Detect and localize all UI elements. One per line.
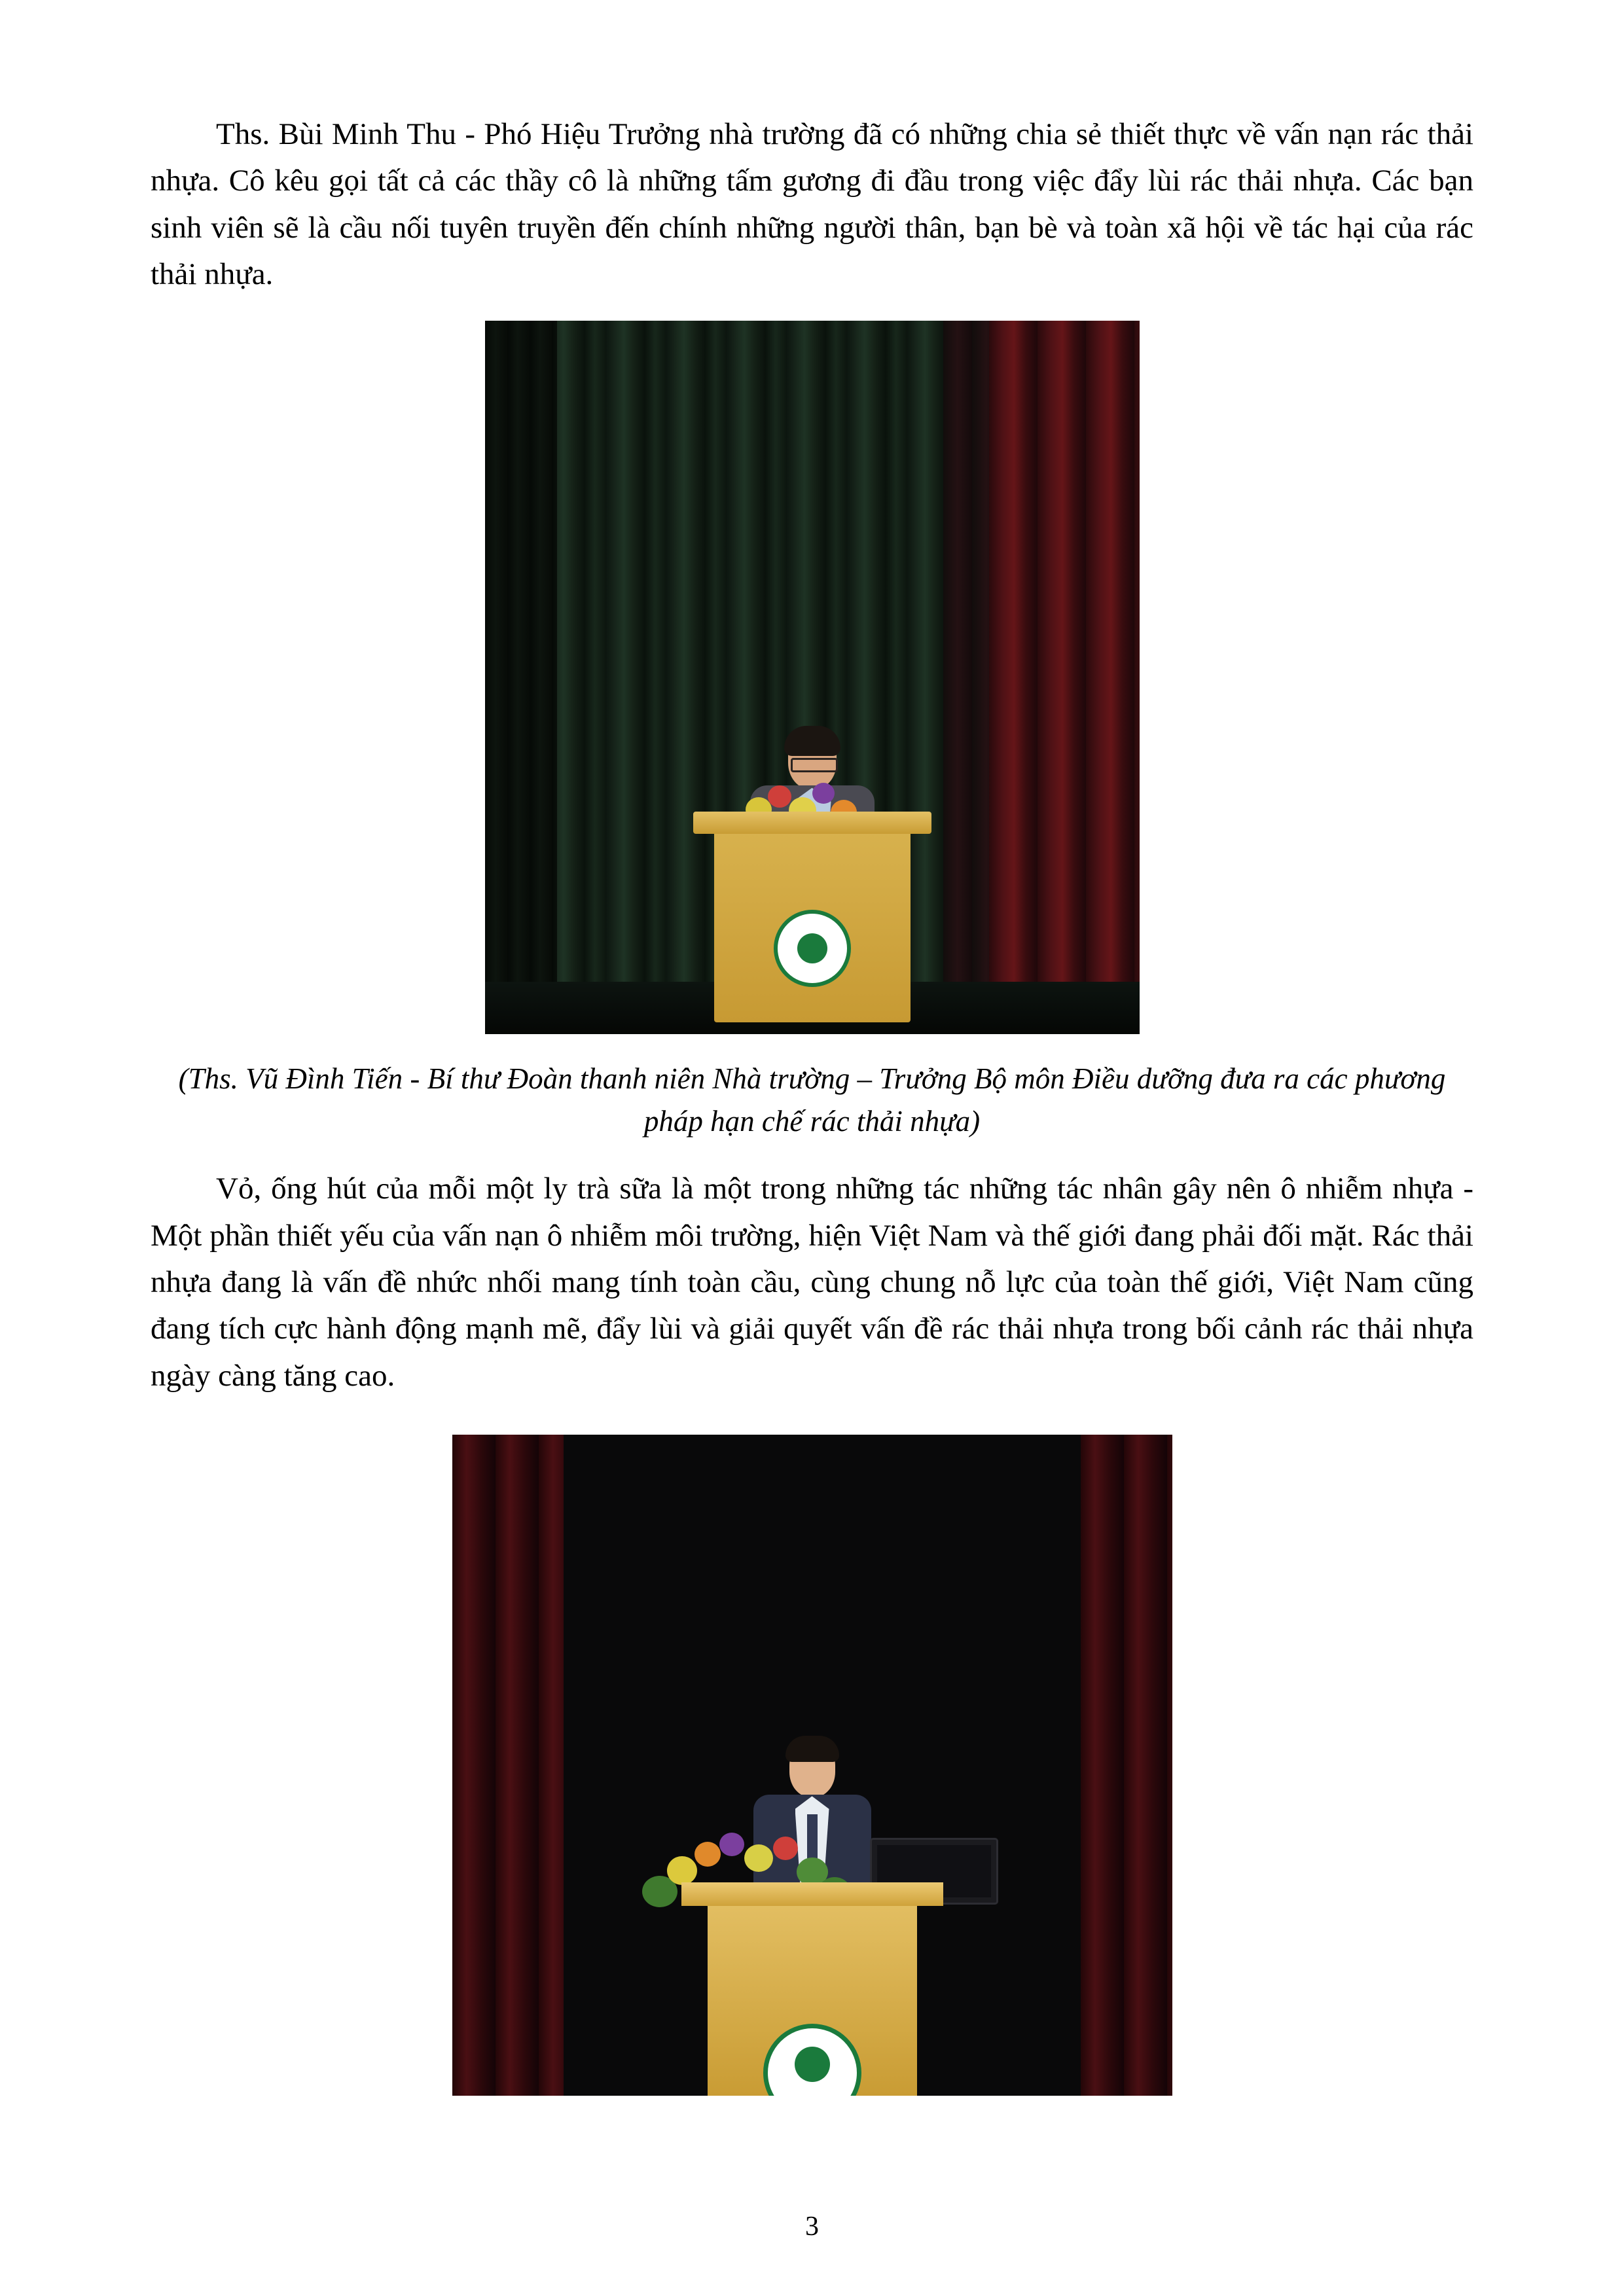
figure-1-caption: (Ths. Vũ Đình Tiến - Bí thư Đoàn thanh niên Nhà trường – Trưởng Bộ môn Điều dưỡng đưa ra các phương pháp hạn chế rác thải nhựa) <box>178 1062 1446 1138</box>
podium <box>714 826 911 1022</box>
figure-1 <box>151 321 1473 1034</box>
stage-curtain-red-right <box>1081 1435 1172 2096</box>
paragraph-2: Vỏ, ống hút của mỗi một ly trà sữa là một trong những tác những tác nhân gây nên ô nhiễm nhựa - Một phần thiết yếu của vấn nạn ô nhiễm môi trường, hiện Việt Nam và thế giới đang phải đối mặt. Rác thải nhựa đang là vấn đề nhức nhối mang tính toàn cầu, cùng chung nỗ lực của toàn thế giới, Việt Nam cũng đang tích cực hành động mạnh mẽ, đẩy lùi và giải quyết vấn đề rác thải nhựa trong bối cảnh rác thải nhựa ngày càng tăng cao. <box>151 1172 1473 1393</box>
figure-1-image <box>485 321 1140 1034</box>
figure-2-image <box>452 1435 1172 2096</box>
hospital-logo-icon-2 <box>763 2024 861 2096</box>
speaker-head-2 <box>789 1742 835 1797</box>
glasses-icon <box>791 758 838 772</box>
stage-curtain-red <box>989 321 1140 1034</box>
speaker-hair <box>784 726 840 756</box>
hospital-logo-icon <box>774 910 851 987</box>
stage-curtain-red-edge <box>943 321 989 1034</box>
podium-top <box>693 812 931 834</box>
paragraph-1: Ths. Bùi Minh Thu - Phó Hiệu Trưởng nhà trường đã có những chia sẻ thiết thực về vấn nạn rác thải nhựa. Cô kêu gọi tất cả các thầy cô là những tấm gương đi đầu trong việc đẩy lùi rác thải nhựa. Các bạn sinh viên sẽ là cầu nối tuyên truyền đến chính những người thân, bạn bè và toàn xã hội về tác hại của rác thải nhựa. <box>151 117 1473 292</box>
stage-curtain-left <box>485 321 557 1034</box>
podium-2 <box>708 1899 917 2096</box>
page-number: 3 <box>805 2212 819 2242</box>
podium-top-2 <box>681 1882 943 1906</box>
speaker-hair-2 <box>785 1736 839 1762</box>
stage-curtain-red-left <box>452 1435 564 2096</box>
figure-2 <box>151 1435 1473 2096</box>
